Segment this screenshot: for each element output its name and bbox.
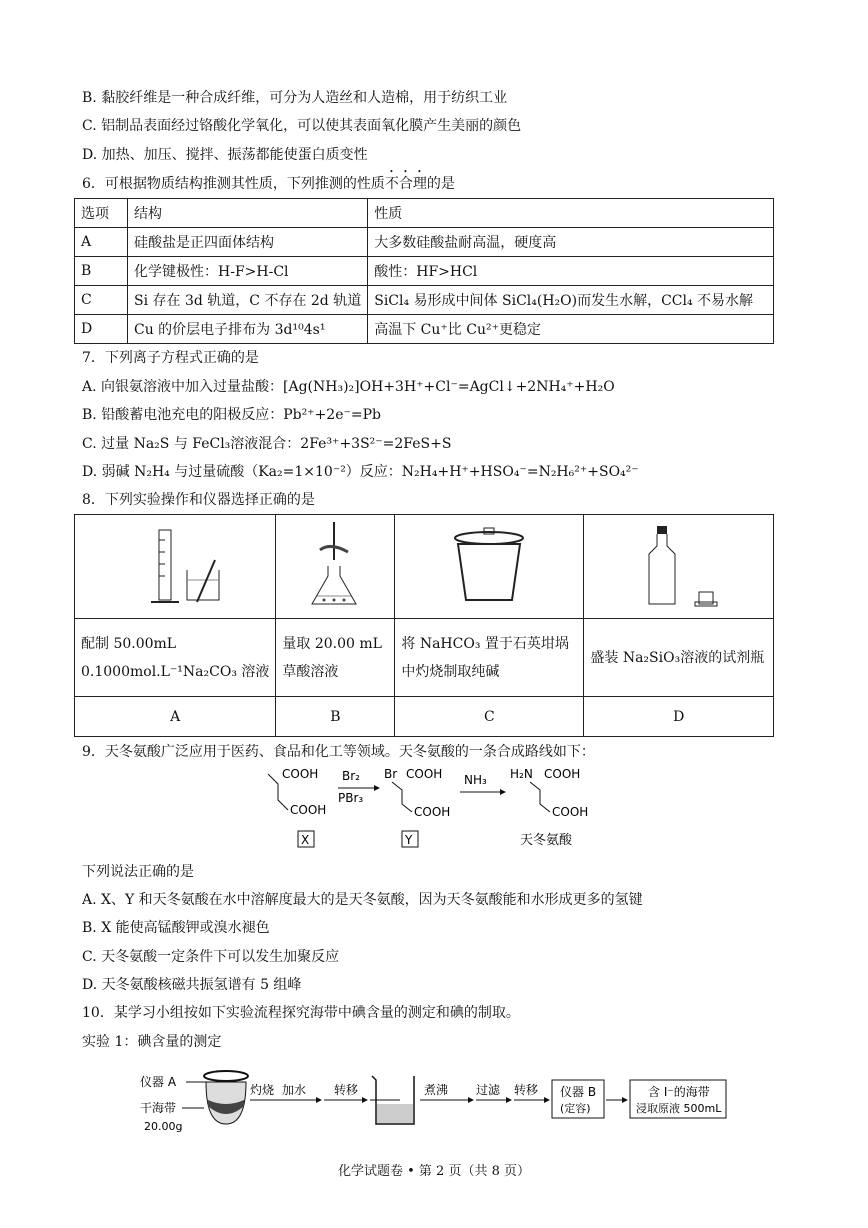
instrument-a-label: 仪器 A (140, 1075, 177, 1089)
table-cell: SiCl₄ 易形成中间体 SiCl₄(H₂O)而发生水解，CCl₄ 不易水解 (368, 286, 774, 315)
table-row (75, 228, 774, 257)
label-row (75, 697, 774, 737)
q9-option-b: B. X 能使高锰酸钾或溴水褪色 (82, 920, 270, 936)
product-name: 天冬氨酸 (520, 833, 573, 848)
description-cell (395, 619, 584, 697)
description-line: 0.1000mol.L⁻¹Na₂CO₃ 溶液 (81, 663, 270, 680)
table-cell: A (75, 228, 128, 257)
q10-stem: 10．某学习小组按如下实验流程探究海带中碘含量的测定和碘的制取。 (82, 1005, 520, 1021)
table-header-row (75, 199, 774, 228)
q7-option-a: A. 向银氨溶液中加入过量盐酸：[Ag(NH₃)₂]OH+3H⁺+Cl⁻=AgCl↓+2NH₄⁺+H₂O (82, 379, 615, 395)
q6-table (74, 198, 774, 344)
table-cell: 硅酸盐是正四面体结构 (128, 228, 368, 257)
q6-stem (82, 168, 455, 194)
q10-experiment-1: 实验 1：碘含量的测定 (82, 1034, 222, 1050)
table-cell: 酸性：HF>HCl (368, 257, 774, 286)
q7-option-c: C. 过量 Na₂S 与 FeCl₃溶液混合：2Fe³⁺+3S²⁻=2FeS+S (82, 436, 452, 452)
apparatus-cell-d (584, 515, 774, 619)
q5-option-c: C. 铝制品表面经过铬酸化学氧化，可以使其表面氧化膜产生美丽的颜色 (82, 118, 522, 134)
q5-option-b: B. 黏胶纤维是一种合成纤维，可分为人造丝和人造棉，用于纺织工业 (82, 90, 508, 106)
option-label: D (584, 697, 774, 737)
seaweed-label: 干海带 (140, 1101, 177, 1115)
y-cooh-top: COOH (406, 767, 443, 781)
reagent-pbr3: PBr₃ (338, 791, 364, 805)
q6-stem-emphasis: 不合理 (384, 176, 427, 192)
description-line: 草酸溶液 (282, 663, 339, 680)
product-cooh-top: COOH (544, 767, 581, 781)
option-label: C (395, 697, 584, 737)
table-row (75, 257, 774, 286)
q8-stem: 8．下列实验操作和仪器选择正确的是 (82, 492, 315, 508)
table-cell: 化学键极性：H-F>H-Cl (128, 257, 368, 286)
table-cell: Cu 的价层电子排布为 3d¹⁰4s¹ (128, 315, 368, 344)
output-line-2: 浸取原液 500mL (636, 1102, 722, 1115)
table-cell: C (75, 286, 128, 315)
table-row (75, 315, 774, 344)
reagent-br2: Br₂ (342, 769, 360, 783)
apparatus-cell-c (395, 515, 584, 619)
reagent-bottle-icon (619, 520, 739, 610)
crucible-icon (434, 520, 544, 610)
q9-sub-stem: 下列说法正确的是 (82, 864, 194, 880)
output-line-1: 含 I⁻的海带 (648, 1085, 710, 1099)
table-row (75, 286, 774, 315)
table-header-cell: 性质 (368, 199, 774, 228)
q9-option-a: A. X、Y 和天冬氨酸在水中溶解度最大的是天冬氨酸，因为天冬氨酸能和水形成更多的氢键 (82, 892, 643, 908)
option-label: A (75, 697, 276, 737)
table-cell: 高温下 Cu⁺比 Cu²⁺更稳定 (368, 315, 774, 344)
q7-option-d: D. 弱碱 N₂H₄ 与过量硫酸（Ka₂=1×10⁻²）反应：N₂H₄+H⁺+HSO₄⁻=N₂H₆²⁺+SO₄²⁻ (82, 464, 639, 480)
instrument-b-note: (定容) (560, 1102, 591, 1115)
page-footer: 化学试题卷 • 第 2 页（共 8 页） (337, 1164, 530, 1179)
step-add-water: 加水 (282, 1083, 307, 1097)
q7-stem: 7．下列离子方程式正确的是 (82, 350, 259, 366)
description-line: 将 NaHCO₃ 置于石英坩埚 (401, 635, 569, 652)
product-h2n: H₂N (510, 767, 533, 781)
flow-diagram (140, 1060, 740, 1140)
step-filter: 过滤 (476, 1083, 501, 1097)
table-cell: Si 存在 3d 轨道，C 不存在 2d 轨道 (128, 286, 368, 315)
instrument-b-label: 仪器 B (560, 1085, 597, 1099)
product-cooh-bottom: COOH (552, 805, 589, 819)
description-line: 中灼烧制取纯碱 (401, 663, 500, 680)
description-line: 量取 20.00 mL (282, 635, 382, 652)
option-label: B (276, 697, 395, 737)
reagent-nh3: NH₃ (464, 773, 487, 787)
description-cell (276, 619, 395, 697)
graduated-cylinder-beaker-icon (115, 520, 235, 610)
q9-option-d: D. 天冬氨酸核磁共振氢谱有 5 组峰 (82, 977, 302, 993)
table-cell: D (75, 315, 128, 344)
q9-option-c: C. 天冬氨酸一定条件下可以发生加聚反应 (82, 949, 340, 965)
x-cooh-top: COOH (282, 767, 319, 781)
burette-flask-icon (290, 520, 380, 610)
description-row (75, 619, 774, 697)
description-line: 配制 50.00mL (81, 635, 177, 652)
crucible-icon (204, 1071, 248, 1124)
q8-table (74, 514, 774, 737)
description-cell (75, 619, 276, 697)
table-header-cell: 选项 (75, 199, 128, 228)
q6-stem-end: 的是 (426, 176, 455, 192)
q9-stem: 9．天冬氨酸广泛应用于医药、食品和化工等领域。天冬氨酸的一条合成路线如下： (82, 744, 595, 760)
step-transfer-1: 转移 (334, 1083, 359, 1097)
apparatus-cell-a (75, 515, 276, 619)
table-header-cell: 结构 (128, 199, 368, 228)
q7-option-b: B. 铅酸蓄电池充电的阳极反应：Pb²⁺+2e⁻=Pb (82, 407, 381, 423)
synthesis-scheme (260, 764, 610, 854)
step-transfer-2: 转移 (514, 1083, 539, 1097)
label-x: X (301, 833, 310, 847)
y-cooh-bottom: COOH (414, 805, 451, 819)
step-burn: 灼烧 (250, 1083, 275, 1097)
apparatus-cell-b (276, 515, 395, 619)
description-cell (584, 619, 774, 697)
step-boil: 煮沸 (424, 1083, 449, 1097)
apparatus-row (75, 515, 774, 619)
table-cell: B (75, 257, 128, 286)
q6-stem-part: 6．可根据物质结构推测其性质，下列推测的性质 (82, 176, 385, 192)
label-y: Y (405, 833, 413, 847)
table-cell: 大多数硅酸盐耐高温，硬度高 (368, 228, 774, 257)
y-br: Br (384, 767, 398, 781)
description-line: 盛装 Na₂SiO₃溶液的试剂瓶 (590, 649, 765, 666)
mass-label: 20.00g (144, 1120, 183, 1133)
q5-option-d: D. 加热、加压、搅拌、振荡都能使蛋白质变性 (82, 147, 368, 163)
x-cooh-bottom: COOH (290, 803, 327, 817)
